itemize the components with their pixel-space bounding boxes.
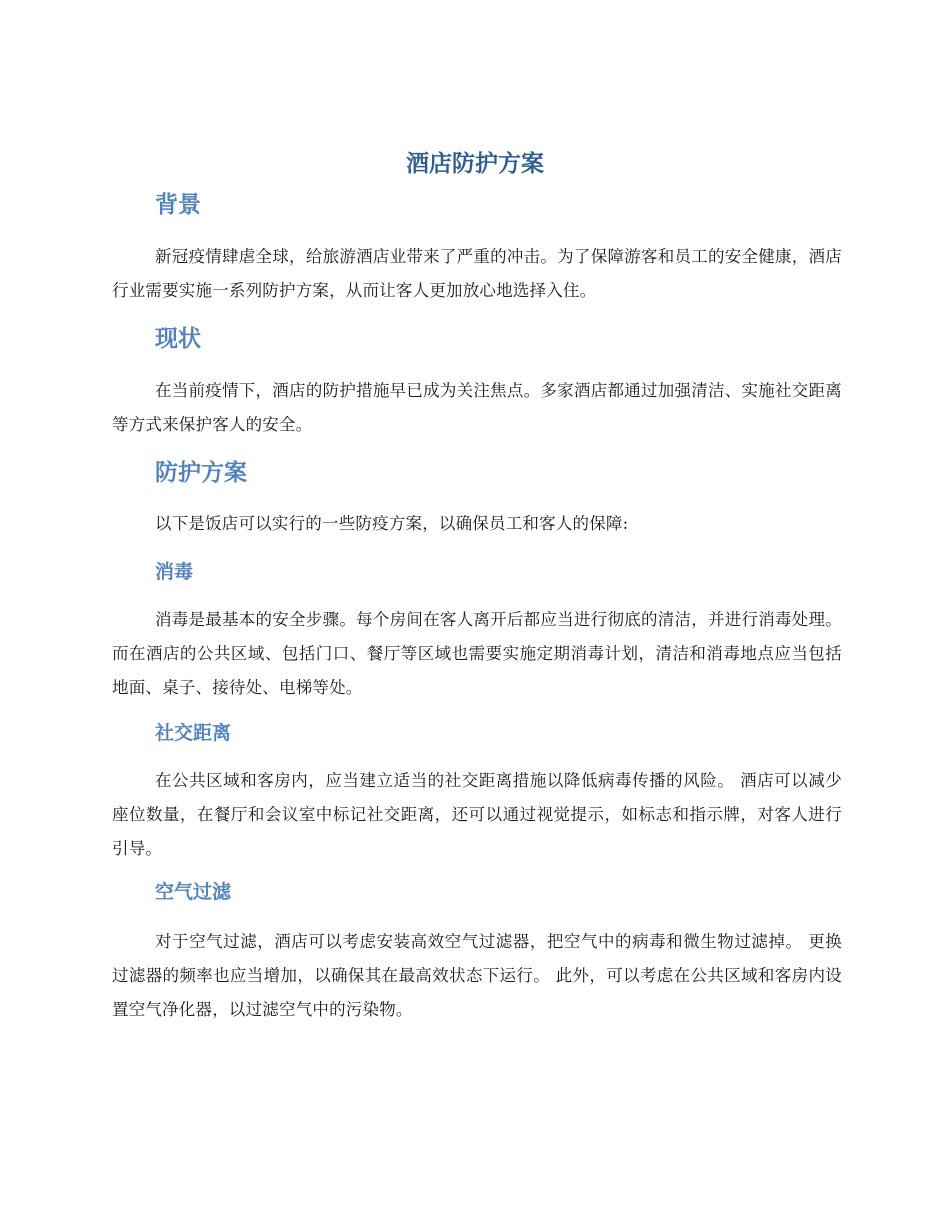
paragraph-distancing: 在公共区域和客房内，应当建立适当的社交距离措施以降低病毒传播的风险。 酒店可以减少座位数量，在餐厅和会议室中标记社交距离，还可以通过视觉提示，如标志和指示牌，对客人进行引导。 <box>112 771 842 858</box>
heading-plan: 防护方案 <box>155 460 247 486</box>
paragraph-air-filtration: 对于空气过滤，酒店可以考虑安装高效空气过滤器，把空气中的病毒和微生物过滤掉。 更换过滤器的频率也应当增加，以确保其在最高效状态下运行。 此外，可以考虑在公共区域和客房内设置空气净化器，以过滤空气中的污染物。 <box>112 932 842 1019</box>
document-title: 酒店防护方案 <box>406 151 544 177</box>
paragraph-plan: 以下是饭店可以实行的一些防疫方案，以确保员工和客人的保障: <box>155 514 629 533</box>
paragraph-status: 在当前疫情下，酒店的防护措施早已成为关注焦点。多家酒店都通过加强清洁、实施社交距离等方式来保护客人的安全。 <box>112 381 842 434</box>
heading-air-filtration: 空气过滤 <box>155 881 232 903</box>
paragraph-background: 新冠疫情肆虐全球，给旅游酒店业带来了严重的冲击。为了保障游客和员工的安全健康，酒店行业需要实施一系列防护方案，从而让客人更加放心地选择入住。 <box>112 247 842 300</box>
heading-distancing: 社交距离 <box>155 722 232 744</box>
heading-status: 现状 <box>155 326 201 352</box>
heading-background: 背景 <box>155 192 201 218</box>
heading-disinfection: 消毒 <box>155 561 194 583</box>
paragraph-disinfection: 消毒是最基本的安全步骤。每个房间在客人离开后都应当进行彻底的清洁，并进行消毒处理。而在酒店的公共区域、包括门口、餐厅等区域也需要实施定期消毒计划，清洁和消毒地点应当包括地面、桌子、接待处、电梯等处。 <box>112 610 842 697</box>
